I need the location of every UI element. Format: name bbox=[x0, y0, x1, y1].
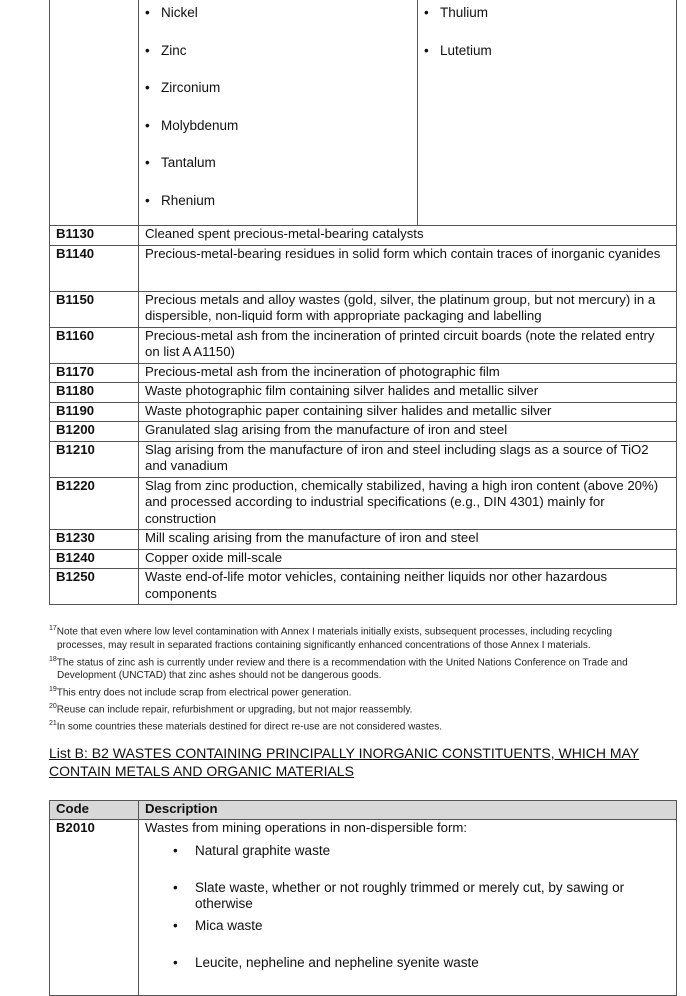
table-row bbox=[50, 0, 677, 226]
metal-item: • Tantalum bbox=[139, 155, 417, 193]
table-row bbox=[50, 569, 677, 605]
desc-cell bbox=[139, 0, 677, 226]
table-header-row bbox=[50, 801, 677, 820]
waste-item-list bbox=[145, 843, 670, 993]
waste-table-b1 bbox=[49, 0, 677, 605]
footnote bbox=[49, 653, 679, 670]
code-cell: B1230 bbox=[50, 530, 139, 550]
metal-list-left bbox=[139, 5, 417, 230]
desc-cell: Waste photographic film containing silver halides and metallic silver bbox=[139, 383, 677, 403]
code-cell bbox=[50, 0, 139, 226]
table-row bbox=[50, 549, 677, 569]
footnotes bbox=[49, 622, 679, 734]
footnote-number: 17 bbox=[49, 625, 57, 632]
desc-cell: Precious-metal-bearing residues in solid form which contain traces of inorganic cyanides bbox=[139, 245, 677, 291]
desc-cell: Waste end-of-life motor vehicles, containing neither liquids nor other hazardous components bbox=[139, 569, 677, 605]
table-row bbox=[50, 441, 677, 477]
code-cell: B1220 bbox=[50, 477, 139, 530]
waste-item: • Natural graphite waste bbox=[145, 843, 670, 881]
footnote bbox=[49, 700, 679, 717]
table-row bbox=[50, 530, 677, 550]
section-title: List B: B2 WASTES CONTAINING PRINCIPALLY INORGANIC CONSTITUENTS, WHICH MAY CONTAIN METALS AND ORGANIC MATERIALS bbox=[49, 745, 640, 779]
code-cell: B1190 bbox=[50, 402, 139, 422]
desc-cell: Precious-metal ash from the incineration of photographic film bbox=[139, 363, 677, 383]
code-cell: B1130 bbox=[50, 226, 139, 246]
code-cell: B1170 bbox=[50, 363, 139, 383]
table-row bbox=[50, 327, 677, 363]
metal-item: • Thulium bbox=[418, 5, 676, 43]
waste-item: • Mica waste bbox=[145, 918, 670, 956]
table-row bbox=[50, 477, 677, 530]
metal-item: • Molybdenum bbox=[139, 118, 417, 156]
table-row bbox=[50, 245, 677, 291]
desc-cell: Mill scaling arising from the manufacture of iron and steel bbox=[139, 530, 677, 550]
footnote bbox=[49, 717, 679, 734]
waste-item: • Leucite, nepheline and nepheline syenite waste bbox=[145, 955, 670, 993]
header-description: Description bbox=[139, 801, 677, 820]
code-cell: B1140 bbox=[50, 245, 139, 291]
table-row bbox=[50, 383, 677, 403]
code-cell: B1180 bbox=[50, 383, 139, 403]
metal-item: • Zinc bbox=[139, 43, 417, 81]
table-row bbox=[50, 402, 677, 422]
table-row bbox=[50, 820, 677, 996]
metal-item: • Nickel bbox=[139, 5, 417, 43]
metal-item: • Zirconium bbox=[139, 80, 417, 118]
footnote-text: In some countries these materials destined for direct re-use are not considered wastes. bbox=[56, 721, 442, 733]
metal-item: • Lutetium bbox=[418, 43, 676, 81]
code-cell: B1160 bbox=[50, 327, 139, 363]
table-row bbox=[50, 291, 677, 327]
header-code: Code bbox=[50, 801, 139, 820]
code-cell: B1250 bbox=[50, 569, 139, 605]
desc-cell: Copper oxide mill-scale bbox=[139, 549, 677, 569]
footnote-number: 19 bbox=[49, 686, 57, 694]
code-cell: B2010 bbox=[50, 820, 139, 996]
code-cell: B1210 bbox=[50, 441, 139, 477]
desc-cell: Waste photographic paper containing silver halides and metallic silver bbox=[139, 402, 677, 422]
desc-cell: Granulated slag arising from the manufacture of iron and steel bbox=[139, 422, 677, 442]
footnote bbox=[49, 683, 679, 700]
row-description: Wastes from mining operations in non-dispersible form: bbox=[145, 820, 468, 835]
desc-cell: Slag from zinc production, chemically stabilized, having a high iron content (above 20%) and processed according to industrial specifications (e.g., DIN 4301) mainly for construction bbox=[139, 477, 677, 530]
code-cell: B1240 bbox=[50, 549, 139, 569]
footnote-number: 20 bbox=[49, 702, 57, 710]
code-cell: B1200 bbox=[50, 422, 139, 442]
metal-list-right bbox=[418, 5, 676, 80]
desc-cell: Slag arising from the manufacture of iron and steel including slags as a source of TiO2 and vanadium bbox=[139, 441, 677, 477]
code-cell: B1150 bbox=[50, 291, 139, 327]
desc-cell: Precious metals and alloy wastes (gold, silver, the platinum group, but not mercury) in a dispersible, non-liquid form with appropriate packaging and labelling bbox=[139, 291, 677, 327]
desc-cell: Cleaned spent precious-metal-bearing catalysts bbox=[139, 226, 677, 246]
footnote-continuation: Development (UNCTAD) that zinc ashes should not be dangerous goods. bbox=[57, 670, 382, 682]
table-row bbox=[50, 363, 677, 383]
footnote-text: Note that even where low level contamination with Annex I materials initially exists, subsequent processes, including recycling bbox=[56, 626, 613, 638]
waste-item: • Slate waste, whether or not roughly trimmed or merely cut, by sawing or otherwise bbox=[145, 880, 670, 918]
footnote-number: 21 bbox=[49, 719, 57, 727]
waste-table-b2 bbox=[49, 800, 677, 996]
footnote-continuation: processes, may result in separated fractions containing significantly enhanced concentrations of those Annex I materials. bbox=[57, 639, 591, 651]
footnote-text: This entry does not include scrap from electrical power generation. bbox=[56, 687, 352, 699]
footnote-number: 18 bbox=[49, 655, 57, 663]
metal-item: • Rhenium bbox=[139, 193, 417, 231]
footnote-text: The status of zinc ash is currently under review and there is a recommendation with the United Nations Conference on Trade and bbox=[56, 656, 628, 668]
footnote bbox=[49, 622, 679, 639]
footnote-text: Reuse can include repair, refurbishment or upgrading, but not major reassembly. bbox=[56, 704, 413, 716]
desc-cell: Precious-metal ash from the incineration of printed circuit boards (note the related entry on list A A1150) bbox=[139, 327, 677, 363]
desc-cell bbox=[139, 820, 677, 996]
table-row bbox=[50, 422, 677, 442]
